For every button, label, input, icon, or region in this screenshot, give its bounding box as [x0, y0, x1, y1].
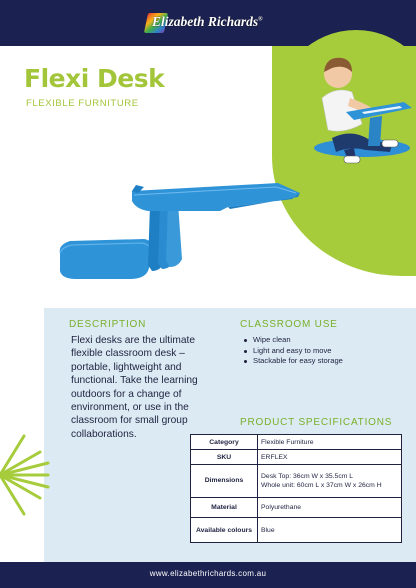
spec-value: Polyurethane	[258, 498, 402, 518]
spec-value-line: Whole unit: 60cm L x 37cm W x 26cm H	[261, 482, 382, 489]
list-item: Light and easy to move	[243, 346, 343, 357]
specs-heading: PRODUCT SPECIFICATIONS	[240, 417, 393, 428]
flexi-desk-product-image	[52, 175, 304, 285]
table-row	[191, 518, 402, 543]
child-using-flexi-desk-photo	[292, 28, 416, 178]
product-subtitle: FLEXIBLE FURNITURE	[26, 98, 139, 109]
list-item: Wipe clean	[243, 335, 343, 346]
table-row	[191, 450, 402, 465]
product-title: Flexi Desk	[24, 64, 165, 93]
spec-label: Material	[191, 498, 258, 518]
spec-label: Available colours	[191, 518, 258, 543]
brand-name: Elizabeth Richards®	[152, 14, 263, 29]
table-row	[191, 465, 402, 498]
classroom-use-heading: CLASSROOM USE	[240, 319, 338, 330]
spec-value: ERFLEX	[258, 450, 402, 465]
decorative-burst-icon	[0, 430, 54, 520]
spec-value: Blue	[258, 518, 402, 543]
list-item: Stackable for easy storage	[243, 356, 343, 367]
spec-label: Category	[191, 435, 258, 450]
footer-bar	[0, 562, 416, 588]
table-row	[191, 435, 402, 450]
spec-label: SKU	[191, 450, 258, 465]
spec-label: Dimensions	[191, 465, 258, 498]
spec-value: Flexible Furniture	[258, 435, 402, 450]
spec-value-line: Desk Top: 36cm W x 35.5cm L	[261, 472, 354, 480]
brand-logo[interactable]	[146, 11, 270, 35]
description-body: Flexi desks are the ultimate flexible classroom desk – portable, lightweight and functional. Take the learning outdoors for a change of environment, or use in the classroom for small group collaborations.	[71, 335, 198, 440]
classroom-use-list	[243, 335, 343, 367]
description-heading: DESCRIPTION	[69, 319, 147, 330]
footer-website-link[interactable]: www.elizabethrichards.com.au	[149, 569, 267, 578]
specs-table	[190, 434, 402, 543]
table-row	[191, 498, 402, 518]
spec-value	[258, 465, 402, 498]
